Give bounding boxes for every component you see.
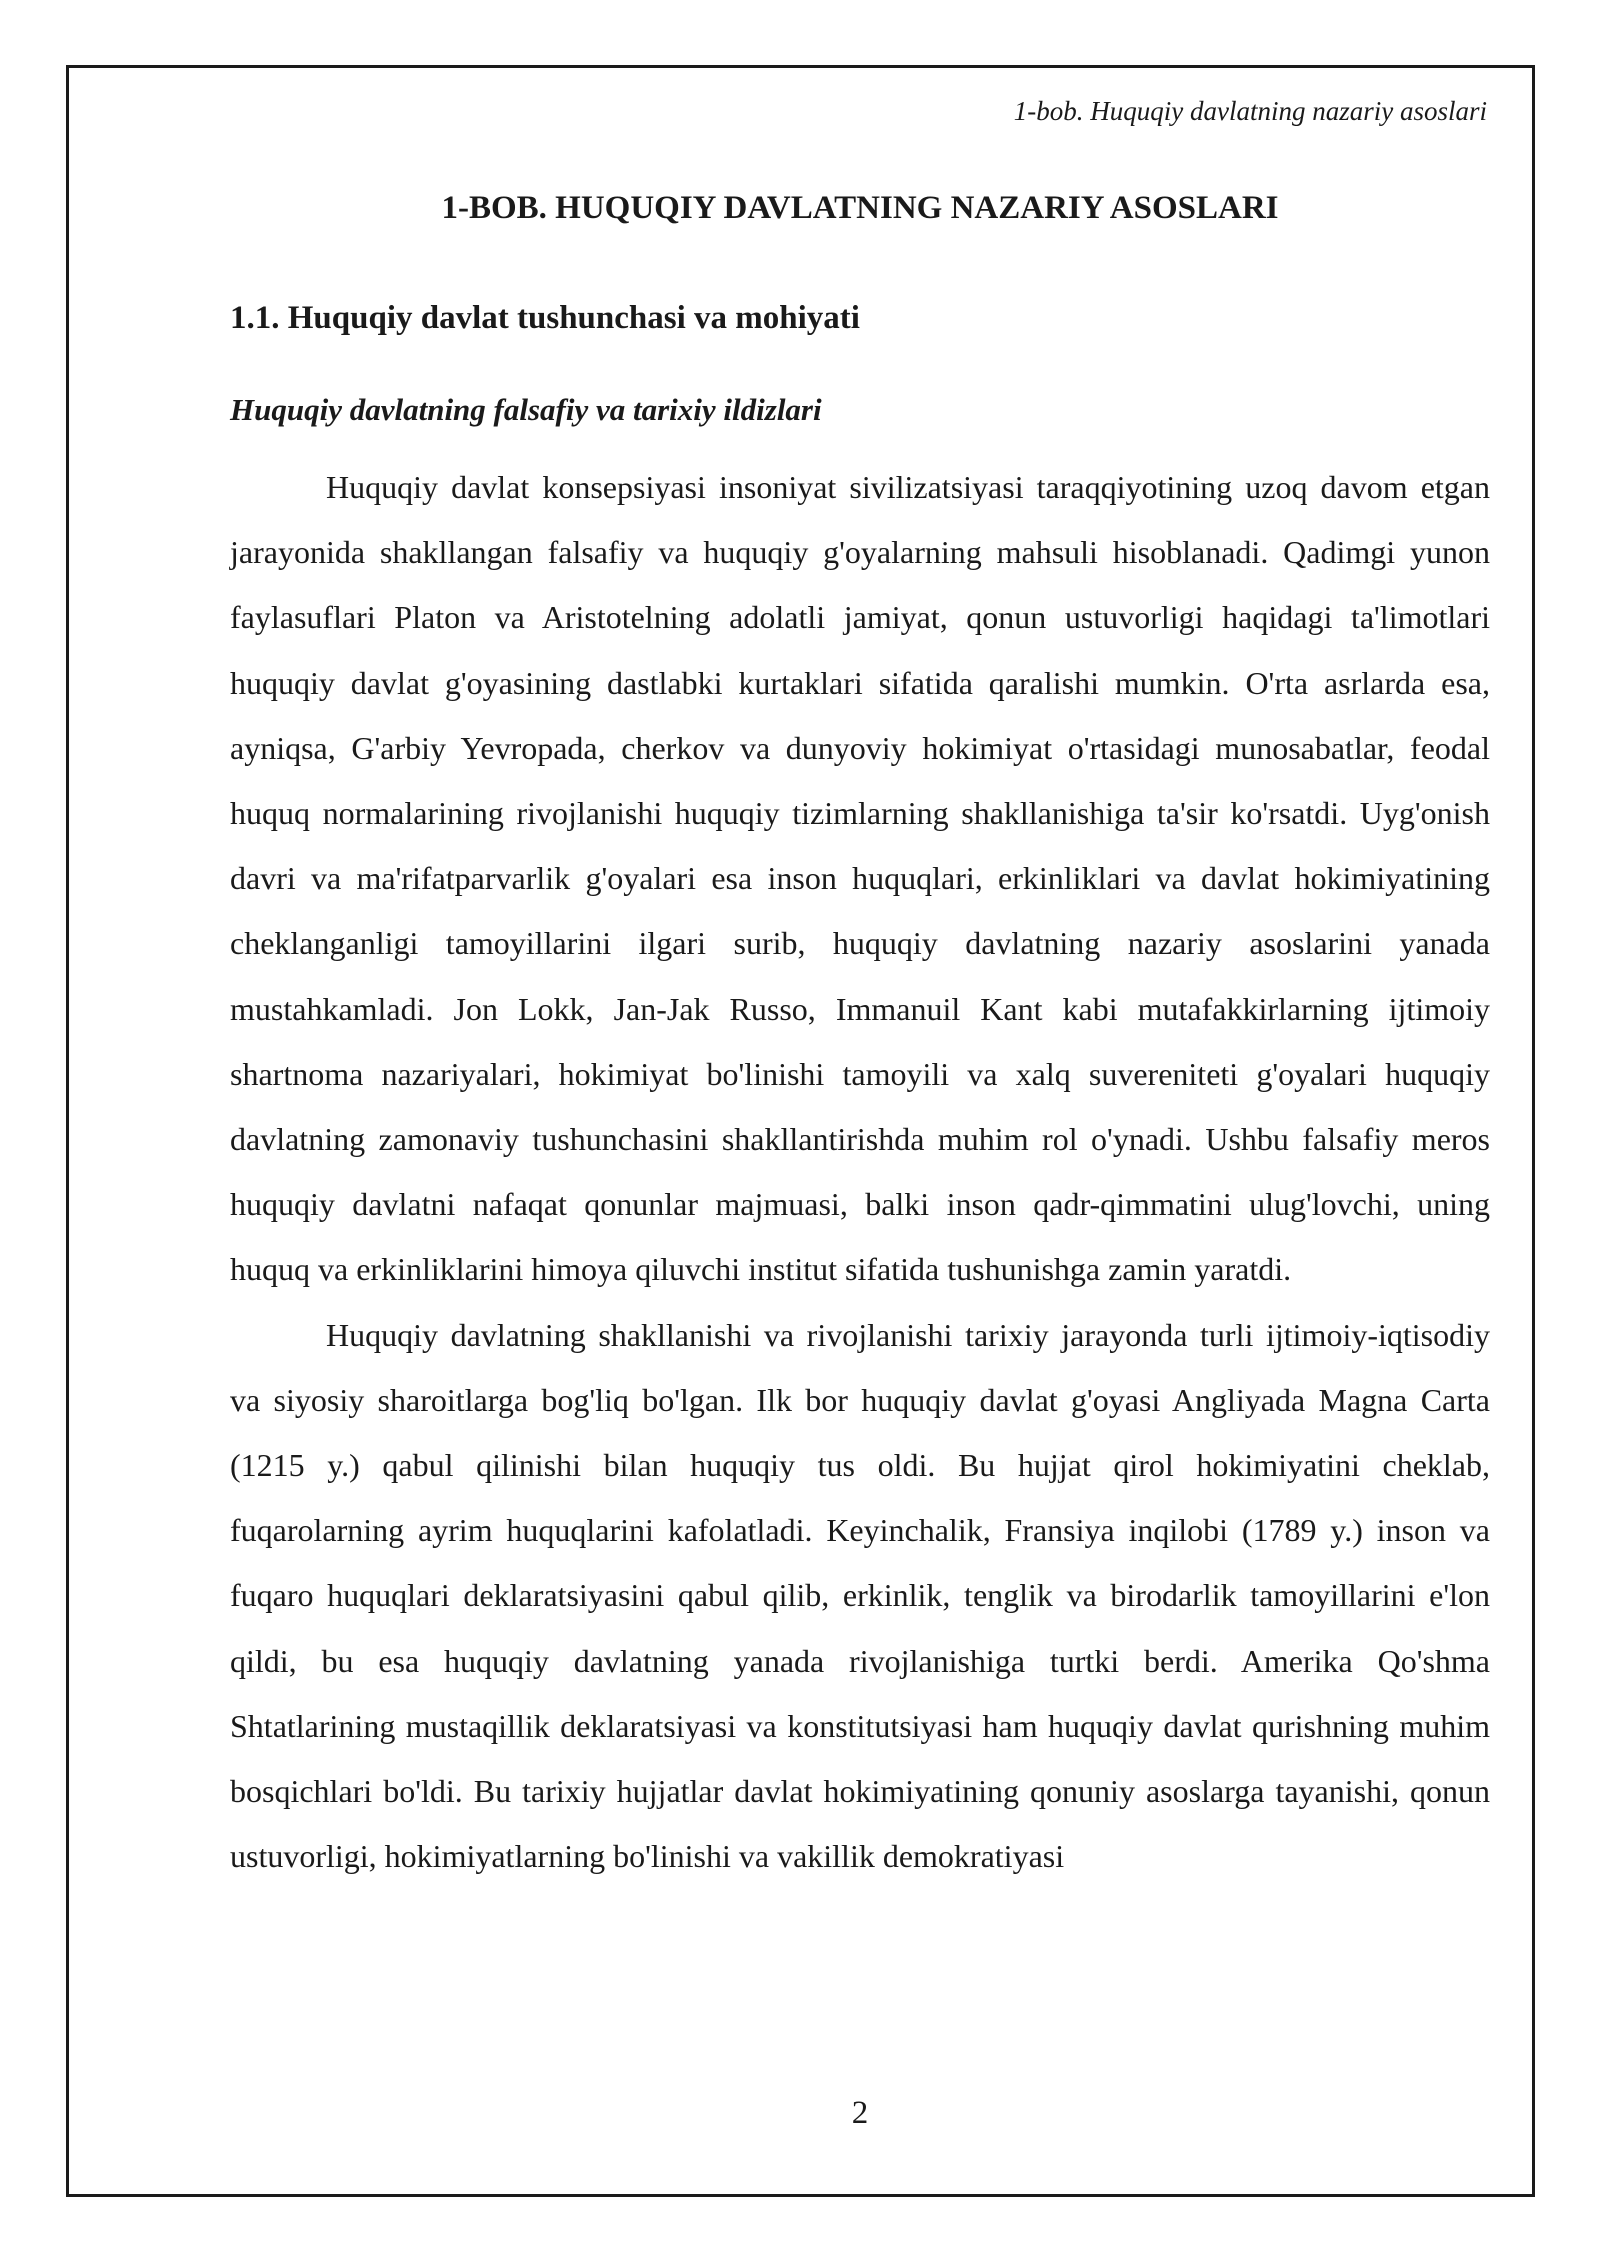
paragraph-2: Huquqiy davlatning shakllanishi va rivojlanishi tarixiy jarayonda turli ijtimoiy-iqtisodiy va siyosiy sharoitlarga bog'liq bo'lgan. Ilk bor huquqiy davlat g'oyasi Angliyada Magna Carta (1215 y.) qabul qilinishi bilan huquqiy tus oldi. Bu hujjat qirol hokimiyatini cheklab, fuqarolarning ayrim huquqlarini kafolatladi. Keyinchalik, Fransiya inqilobi (1789 y.) inson va fuqaro huquqlari deklaratsiyasini qabul qilib, erkinlik, tenglik va birodarlik tamoyillarini e'lon qildi, bu esa huquqiy davlatning yanada rivojlanishiga turtki berdi. Amerika Qo'shma Shtatlarining mustaqillik deklaratsiyasi va konstitutsiyasi ham huquqiy davlat qurishning muhim bosqichlari bo'ldi. Bu tarixiy hujjatlar davlat hokimiyatining qonuniy asoslarga tayanishi, qonun ustuvorligi, hokimiyatlarning bo'linishi va vakillik demokratiyasi: [230, 1316, 1490, 1875]
page-number: 2: [851, 2095, 869, 2131]
paragraph-1: Huquqiy davlat konsepsiyasi insoniyat sivilizatsiyasi taraqqiyotining uzoq davom etgan jarayonida shakllangan falsafiy va huquqiy g'oyalarning mahsuli hisoblanadi. Qadimgi yunon faylasuflari Platon va Aristotelning adolatli jamiyat, qonun ustuvorligi haqidagi ta'limotlari huquqiy davlat g'oyasining dastlabki kurtaklari sifatida qaralishi mumkin. O'rta asrlarda esa, ayniqsa, G'arbiy Yevropada, cherkov va dunyoviy hokimiyat o'rtasidagi munosabatlar, feodal huquq normalarining rivojlanishi huquqiy tizimlarning shakllanishiga ta'sir ko'rsatdi. Uyg'onish davri va ma'rifatparvarlik g'oyalari esa inson huquqlari, erkinliklari va davlat hokimiyatining cheklanganligi tamoyillarini ilgari surib, huquqiy davlatning nazariy asoslarini yanada mustahkamladi. Jon Lokk, Jan-Jak Russo, Immanuil Kant kabi mutafakkirlarning ijtimoiy shartnoma nazariyalari, hokimiyat bo'linishi tamoyili va xalq suvereniteti g'oyalari huquqiy davlatning zamonaviy tushunchasini shakllantirishda muhim rol o'ynadi. Ushbu falsafiy meros huquqiy davlatni nafaqat qonunlar majmuasi, balki inson qadr-qimmatini ulug'lovchi, uning huquq va erkinliklarini himoya qiluvchi institut sifatida tushunishga zamin yaratdi.: [230, 469, 1490, 1288]
subsection-title: Huquqiy davlatning falsafiy va tarixiy ildizlari: [230, 392, 822, 427]
running-header: 1-bob. Huquqiy davlatning nazariy asoslari: [1013, 96, 1487, 126]
body-text: [230, 455, 1490, 1889]
chapter-title: 1-BOB. HUQUQIY DAVLATNING NAZARIY ASOSLARI: [441, 190, 1279, 226]
section-title: 1.1. Huquqiy davlat tushunchasi va mohiyati: [230, 300, 860, 336]
